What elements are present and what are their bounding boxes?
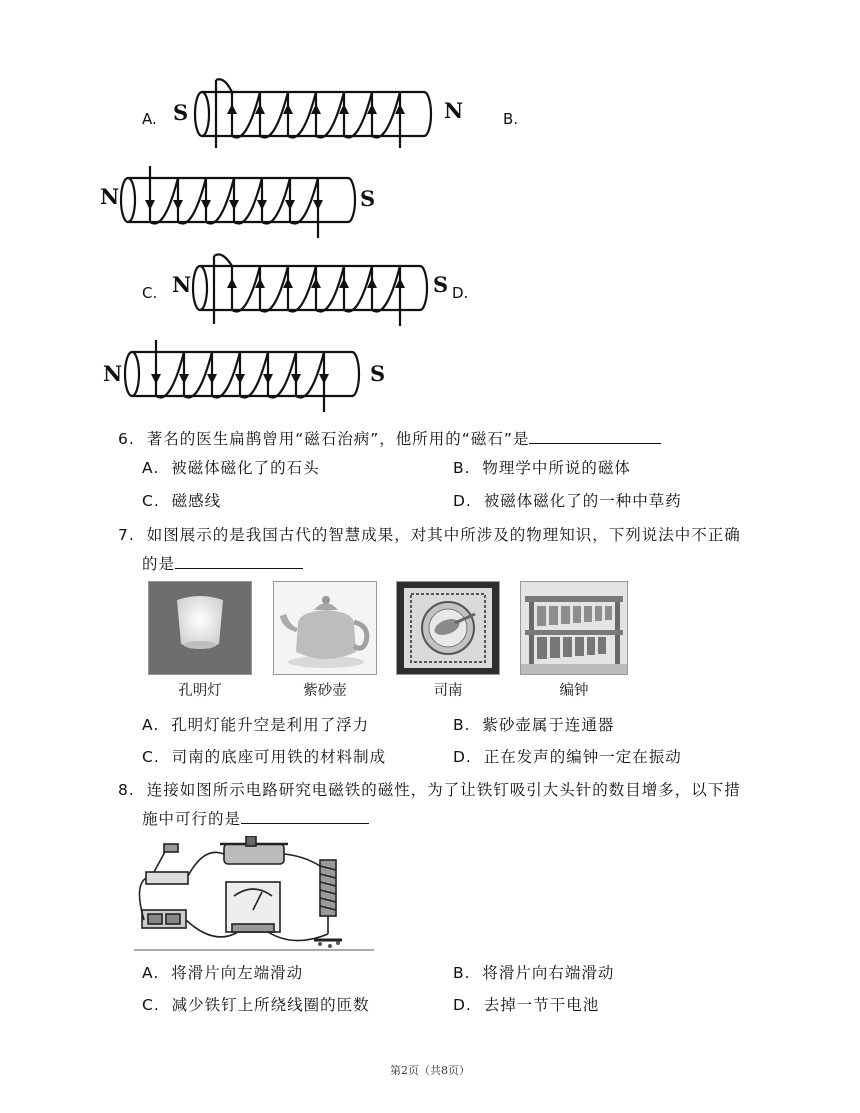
image-caption: 司南 — [433, 683, 463, 699]
option-text: 将滑片向左端滑动 — [171, 964, 304, 982]
q6-option-d[interactable] — [453, 489, 682, 511]
q8-option-a[interactable] — [142, 961, 303, 983]
question-number: 6. — [118, 430, 135, 448]
pole-label: N — [444, 98, 464, 123]
option-text: 被磁体磁化了的石头 — [171, 459, 320, 477]
question-number: 8. — [118, 781, 135, 799]
question-8-stem-line2 — [142, 807, 369, 829]
question-7-stem-line2 — [142, 552, 303, 574]
zisha-teapot-image — [273, 581, 377, 675]
option-text: 将滑片向右端滑动 — [482, 964, 615, 982]
answer-blank[interactable] — [529, 427, 661, 444]
question-number: 7. — [118, 526, 135, 544]
option-text: 去掉一节干电池 — [483, 996, 600, 1014]
sinan-compass-image — [396, 581, 500, 675]
q6-option-a[interactable] — [142, 456, 320, 478]
pole-label: N — [100, 184, 120, 209]
electromagnet-circuit-diagram — [134, 836, 374, 954]
question-7-stem-line1 — [118, 523, 741, 545]
question-text: 连接如图所示电路研究电磁铁的磁性，为了让铁钉吸引大头针的数目增多，以下措 — [146, 781, 741, 799]
option-text: 司南的底座可用铁的材料制成 — [171, 748, 387, 766]
option-text: 被磁体磁化了的一种中草药 — [483, 492, 682, 510]
option-label: B. — [453, 716, 471, 734]
q7-option-c[interactable] — [142, 745, 386, 767]
solenoid-figure — [188, 250, 434, 330]
page-number-footer: 第2页（共8页） — [390, 1064, 470, 1077]
question-8-stem-line1 — [118, 778, 741, 800]
solenoid-figure — [188, 76, 438, 152]
option-label: B. — [503, 110, 519, 128]
solenoid-figure — [116, 160, 362, 240]
image-caption: 编钟 — [559, 683, 589, 699]
pole-label: S — [360, 186, 376, 211]
question-6-stem — [118, 427, 661, 449]
q6-option-b[interactable] — [453, 456, 631, 478]
option-label: C. — [142, 748, 160, 766]
option-text: 减少铁钉上所绕线圈的匝数 — [171, 996, 370, 1014]
kongming-lantern-image — [148, 581, 252, 675]
option-text: 物理学中所说的磁体 — [482, 459, 631, 477]
option-text: 正在发声的编钟一定在振动 — [483, 748, 682, 766]
option-label: A. — [142, 716, 160, 734]
answer-blank[interactable] — [241, 807, 369, 824]
q6-option-c[interactable] — [142, 489, 221, 511]
q8-option-b[interactable] — [453, 961, 614, 983]
pole-label: S — [433, 272, 449, 297]
option-label: B. — [453, 964, 471, 982]
question-text: 如图展示的是我国古代的智慧成果，对其中所涉及的物理知识，下列说法中不正确 — [146, 526, 741, 544]
question-text: 的是 — [142, 555, 176, 573]
option-label: C. — [142, 492, 160, 510]
solenoid-figure — [120, 336, 366, 416]
image-caption: 孔明灯 — [178, 683, 222, 699]
q7-option-a[interactable] — [142, 713, 369, 735]
option-label: D. — [453, 748, 472, 766]
option-label: D. — [452, 284, 469, 302]
q8-option-d[interactable] — [453, 993, 599, 1015]
option-label: B. — [453, 459, 471, 477]
pole-label: S — [173, 100, 189, 125]
question-text: 著名的医生扁鹊曾用“磁石治病”，他所用的“磁石”是 — [146, 430, 530, 448]
option-label: A. — [142, 964, 160, 982]
option-label: D. — [453, 492, 472, 510]
image-caption: 紫砂壶 — [303, 683, 347, 699]
option-text: 孔明灯能升空是利用了浮力 — [171, 716, 370, 734]
q7-option-b[interactable] — [453, 713, 614, 735]
answer-blank[interactable] — [175, 552, 303, 569]
question-text: 施中可行的是 — [142, 810, 242, 828]
option-label: C. — [142, 284, 158, 302]
option-label: D. — [453, 996, 472, 1014]
option-label: C. — [142, 996, 160, 1014]
option-text: 磁感线 — [171, 492, 222, 510]
pole-label: N — [103, 361, 123, 386]
pole-label: S — [370, 361, 386, 386]
pole-label: N — [172, 272, 192, 297]
q7-option-d[interactable] — [453, 745, 682, 767]
option-label: A. — [142, 110, 157, 128]
bianzhong-bells-image — [520, 581, 628, 675]
q8-option-c[interactable] — [142, 993, 370, 1015]
option-label: A. — [142, 459, 160, 477]
option-text: 紫砂壶属于连通器 — [482, 716, 615, 734]
